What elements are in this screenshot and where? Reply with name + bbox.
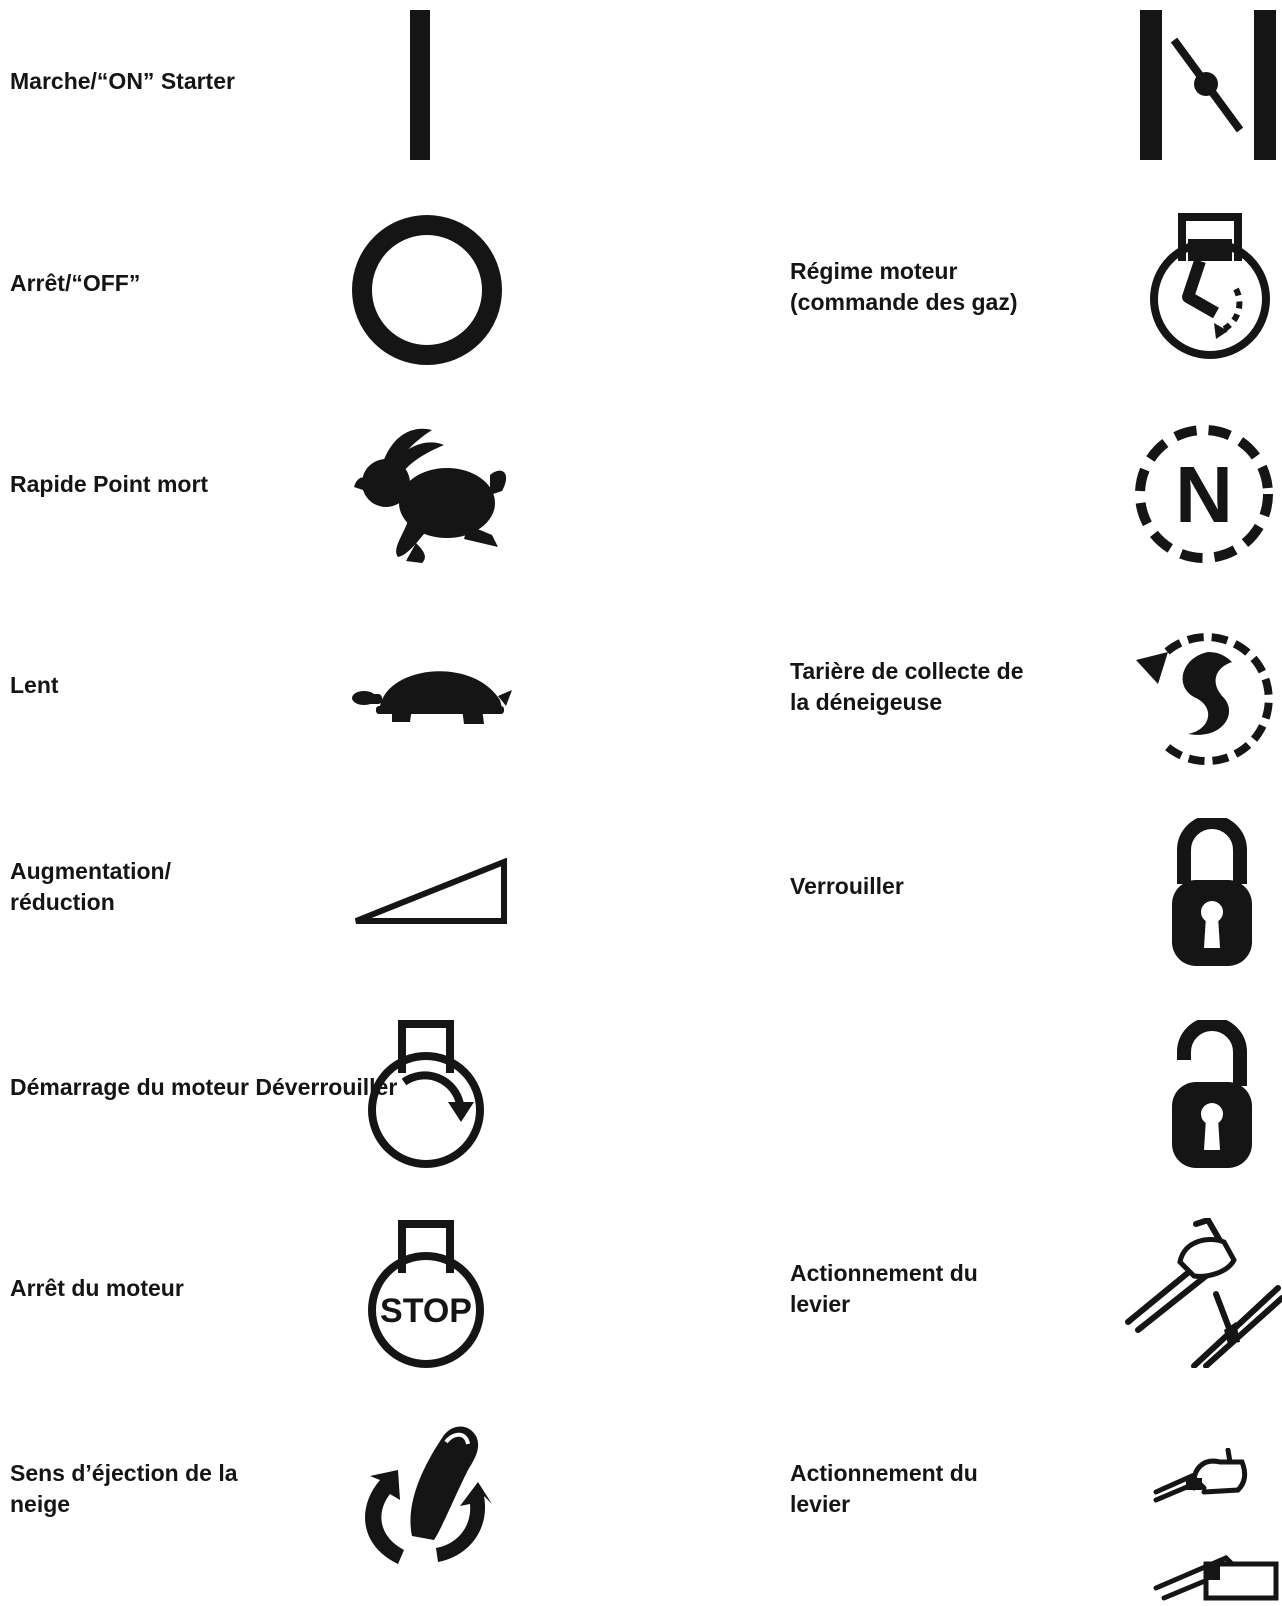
label-on-starter: Marche/“ON” Starter	[10, 68, 235, 94]
off-circle-icon	[350, 213, 505, 368]
neutral-icon	[1130, 420, 1278, 568]
engine-stop-icon	[362, 1218, 492, 1373]
engine-start-icon	[362, 1018, 492, 1173]
engine-stop-text: STOP	[380, 1292, 472, 1330]
choke-icon	[1140, 10, 1276, 160]
turtle-icon	[352, 660, 512, 740]
lever-squeeze-icon	[1124, 1218, 1282, 1368]
label-slow: Lent	[10, 672, 59, 698]
label-engine-start-unlock: Démarrage du moteur Déverrouiller	[10, 1074, 398, 1100]
chute-direction-icon	[350, 1418, 510, 1568]
label-lever-press: Actionnement du levier	[790, 1460, 978, 1517]
lever-press-icon	[1150, 1448, 1280, 1603]
label-lock: Verrouiller	[790, 873, 904, 899]
label-auger: Tarière de collecte de la déneigeuse	[790, 658, 1024, 715]
neutral-text: N	[1175, 450, 1233, 539]
rabbit-icon	[352, 425, 512, 570]
on-bar-icon	[400, 10, 440, 160]
label-chute-direction: Sens d’éjection de la neige	[10, 1460, 238, 1517]
auger-icon	[1134, 626, 1282, 774]
label-engine-stop: Arrêt du moteur	[10, 1275, 184, 1301]
ramp-triangle-icon	[352, 858, 512, 928]
label-throttle: Régime moteur (commande des gaz)	[790, 258, 1018, 315]
label-lever-squeeze: Actionnement du levier	[790, 1260, 978, 1317]
lock-open-icon	[1170, 1020, 1254, 1170]
label-increase-decrease: Augmentation/ réduction	[10, 858, 171, 915]
throttle-icon	[1142, 213, 1278, 363]
lock-closed-icon	[1170, 818, 1254, 968]
label-fast-neutral: Rapide Point mort	[10, 471, 209, 497]
label-off: Arrêt/“OFF”	[10, 270, 141, 296]
